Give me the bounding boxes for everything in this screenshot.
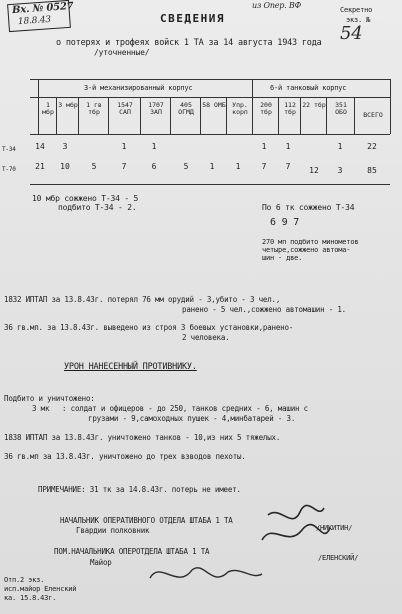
col-header-total: ВСЕГО xyxy=(363,111,383,119)
table-cell: 6 xyxy=(151,162,157,171)
table-bottom-rule xyxy=(30,184,390,185)
col-header-58omb: 58 ОМБ xyxy=(202,101,226,109)
enemy-36gvmp: 36 гв.мп за 13.8.43г. уничтожено до трех взводов пехоты. xyxy=(4,452,246,461)
para-36gvmp-a: 36 гв.мп. за 13.8.43г. выведено из строя 3 боевых установки,ранено- xyxy=(4,323,294,332)
table-cell: 85 xyxy=(367,166,377,175)
row-label-t34: Т-34 xyxy=(2,146,16,153)
enemy-3mk-b: грузами - 9,самоходных пушек - 4,минбатарей - 3. xyxy=(88,414,296,423)
copy-number-label: экз. № xyxy=(346,16,371,24)
registration-number: Вх. № 0527 xyxy=(11,0,74,17)
table-cell: 1 xyxy=(151,142,157,151)
registration-date: 18.8.43 xyxy=(17,14,52,28)
table-cell: 1 xyxy=(337,142,343,151)
table-cell: 12 xyxy=(309,166,319,175)
document-title: СВЕДЕНИЯ xyxy=(160,12,225,25)
signature-name-2: /ЕЛЕНСКИЙ/ xyxy=(318,554,359,562)
note-270mp-c: шин - две. xyxy=(262,254,303,262)
table-cell: 5 xyxy=(183,162,189,171)
col-header-upr-korp: Упр. корп xyxy=(232,101,248,116)
col-header-3mbr: 3 мбр xyxy=(58,101,78,109)
table-cell: 14 xyxy=(35,142,45,151)
col-header-351obo: 351 ОБО xyxy=(335,101,347,116)
footer-date: ка. 15.8.43г. xyxy=(4,594,57,602)
table-cell: 3 xyxy=(337,166,343,175)
table-cell: 1 xyxy=(285,142,291,151)
table-cell: 1 xyxy=(235,162,241,171)
note-270mp-b: четыре,сожжено автома- xyxy=(262,246,351,254)
col-header-22tbr: 22 тбр xyxy=(302,101,326,109)
col-header-200tbr: 200 тбр xyxy=(260,101,272,116)
footer-copies: Отп.2 экз. xyxy=(4,576,45,584)
col-header-1547sap: 1547 САП xyxy=(117,101,133,116)
table-cell: 7 xyxy=(121,162,127,171)
enemy-intro: Подбито и уничтожено: xyxy=(4,394,95,403)
note-31tk: ПРИМЕЧАНИЕ: 31 тк за 14.8.43г. потерь не имеет. xyxy=(38,485,241,494)
enemy-3mk-a: : солдат и офицеров - до 250, танков средних - 6, машин с xyxy=(62,404,308,413)
col-header-1gvtbr: 1 гв тбр xyxy=(86,101,102,116)
note-10mbr-burned: 10 мбр сожжено Т-34 - 5 xyxy=(32,194,139,203)
para-36gvmp-b: 2 человека. xyxy=(182,333,230,342)
table-cell: 21 xyxy=(35,162,45,171)
corps-tank-header: 6-й танковый корпус xyxy=(270,84,347,92)
enemy-1838-iptap: 1838 ИПТАП за 13.8.43г. уничтожено танков - 10,из них 5 тяжелых. xyxy=(4,433,281,442)
table-cell: 3 xyxy=(62,142,68,151)
page-number: 54 xyxy=(340,23,363,44)
table-cell: 22 xyxy=(367,142,377,151)
corps-mech-header: 3-й механизированный корпус xyxy=(84,84,193,92)
refined-mark: /уточненные/ xyxy=(94,48,150,57)
signature-rank-1: Гвардии полковник xyxy=(76,526,150,535)
row-label-t70: Т-70 xyxy=(2,166,16,173)
col-header-112tbr: 112 тбр xyxy=(284,101,296,116)
note-10mbr-hit: подбито Т-34 - 2. xyxy=(58,203,137,212)
col-header-405ogmd: 405 ОГМД xyxy=(178,101,194,116)
footer-executor: исп.майор Еленский xyxy=(4,585,77,593)
signature-title-2: ПОМ.НАЧАЛЬНИКА ОПЕРОТДЕЛА ШТАБА 1 ТА xyxy=(54,547,210,556)
note-6tk-title: По 6 тк сожжено Т-34 xyxy=(262,203,355,212)
note-270mp-a: 270 мп подбито минометов xyxy=(262,238,359,246)
table-cell: 1 xyxy=(121,142,127,151)
enemy-damage-heading: УРОН НАНЕСЕННЫЙ ПРОТИВНИКУ. xyxy=(64,362,197,372)
top-right-note: из Опер. ВФ xyxy=(252,1,302,10)
table-cell: 1 xyxy=(261,142,267,151)
note-6tk-values: 6 9 7 xyxy=(270,217,300,228)
table-cell: 10 xyxy=(60,162,70,171)
signature-rank-2: Майор xyxy=(90,558,112,567)
secret-mark: Секретно xyxy=(340,6,373,14)
document-subtitle: о потерях и трофеях войск 1 ТА за 14 августа 1943 года xyxy=(56,38,322,48)
signature-name-1: /НИКИТИН/ xyxy=(316,524,353,532)
para-1832-iptap-b: ранено - 5 чел.,сожжено автомашин - 1. xyxy=(182,305,346,314)
table-cell: 7 xyxy=(261,162,267,171)
col-header-1707zap: 1707 ЗАП xyxy=(148,101,164,116)
enemy-3mk-label: 3 мк xyxy=(32,404,50,413)
table-cell: 7 xyxy=(285,162,291,171)
table-cell: 5 xyxy=(91,162,97,171)
table-cell: 1 xyxy=(209,162,215,171)
col-header-1mbr: 1 мбр xyxy=(42,101,54,116)
para-1832-iptap-a: 1832 ИПТАП за 13.8.43г. потерял 76 мм орудий - 3,убито - 3 чел., xyxy=(4,295,281,304)
signature-title-1: НАЧАЛЬНИК ОПЕРАТИВНОГО ОТДЕЛА ШТАБА 1 ТА xyxy=(60,516,233,525)
